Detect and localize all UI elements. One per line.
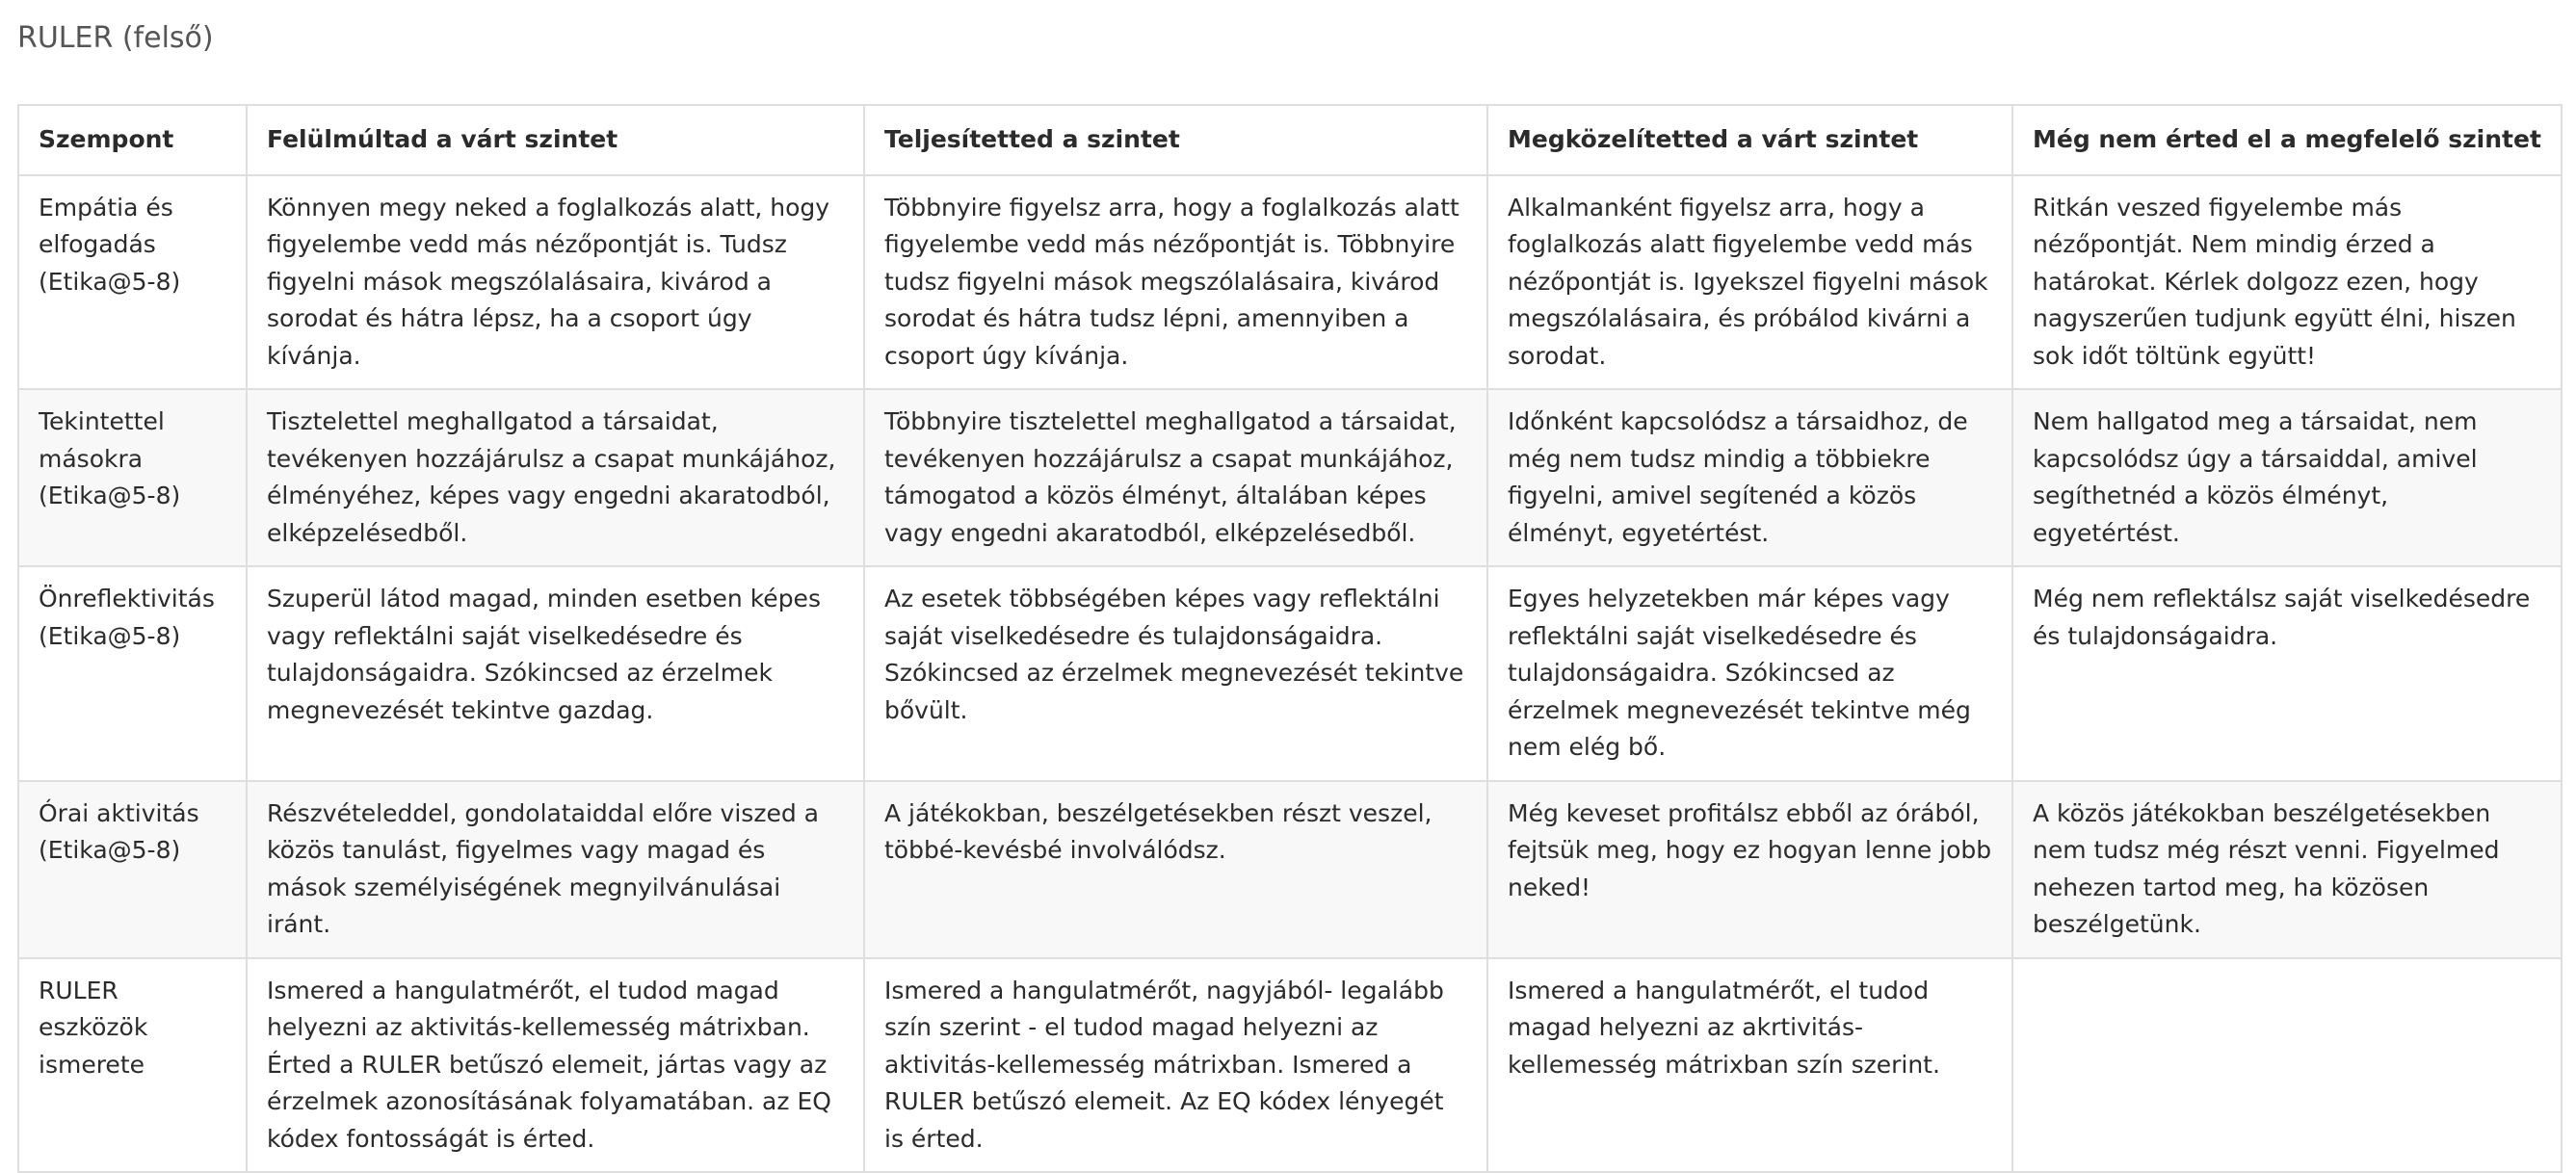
approaching-cell: Még keveset profitálsz ebből az órából, fejtsük meg, hogy ez hogyan lenne jobb neked! xyxy=(1487,781,2012,958)
met-cell: Többnyire tisztelettel meghallgatod a társaidat, tevékenyen hozzájárulsz a csapat munkájához, támogatod a közös élményt, általában képes vagy engedni akaratodból, elképzelésedből. xyxy=(864,389,1487,566)
criterion-cell: Empátia és elfogadás (Etika@5-8) xyxy=(18,175,247,390)
met-cell: Az esetek többségében képes vagy reflektálni saját viselkedésedre és tulajdonságaidra. Szókincsed az érzelmek megnevezését tekintve bővült. xyxy=(864,566,1487,781)
not-yet-cell: Nem hallgatod meg a társaidat, nem kapcsolódsz úgy a társaiddal, amivel segíthetnéd a közös élményt, egyetértést. xyxy=(2012,389,2562,566)
approaching-cell: Alkalmanként figyelsz arra, hogy a foglalkozás alatt figyelembe vedd más nézőpontját is. Igyekszel figyelni mások megszólalásaira, és próbálod kivárni a sorodat. xyxy=(1487,175,2012,390)
table-row xyxy=(18,389,2562,566)
not-yet-cell xyxy=(2012,958,2562,1173)
header-criterion: Szempont xyxy=(18,105,247,175)
met-cell: Többnyire figyelsz arra, hogy a foglalkozás alatt figyelembe vedd más nézőpontját is. Többnyire tudsz figyelni mások megszólalásaira, kivárod sorodat és hátra tudsz lépni, amennyiben a csoport úgy kívánja. xyxy=(864,175,1487,390)
table-row xyxy=(18,175,2562,390)
header-approaching: Megközelítetted a várt szintet xyxy=(1487,105,2012,175)
table-row xyxy=(18,781,2562,958)
exceeded-cell: Könnyen megy neked a foglalkozás alatt, hogy figyelembe vedd más nézőpontját is. Tudsz figyelni mások megszólalásaira, kivárod a sorodat és hátra lépsz, ha a csoport úgy kívánja. xyxy=(247,175,864,390)
rubric-table xyxy=(17,104,2563,1173)
criterion-cell: Órai aktivitás (Etika@5-8) xyxy=(18,781,247,958)
exceeded-cell: Tisztelettel meghallgatod a társaidat, tevékenyen hozzájárulsz a csapat munkájához, élményéhez, képes vagy engedni akaratodból, elképzelésedből. xyxy=(247,389,864,566)
header-row xyxy=(18,105,2562,175)
criterion-cell: Tekintettel másokra (Etika@5-8) xyxy=(18,389,247,566)
exceeded-cell: Ismered a hangulatmérőt, el tudod magad helyezni az aktivitás-kellemesség mátrixban. Érted a RULER betűszó elemeit, jártas vagy az érzelmek azonosításának folyamatában. az EQ kódex fontosságát is érted. xyxy=(247,958,864,1173)
approaching-cell: Időnként kapcsolódsz a társaidhoz, de még nem tudsz mindig a többiekre figyelni, amivel segítenéd a közös élményt, egyetértést. xyxy=(1487,389,2012,566)
exceeded-cell: Szuperül látod magad, minden esetben képes vagy reflektálni saját viselkedésedre és tulajdonságaidra. Szókincsed az érzelmek megnevezését tekintve gazdag. xyxy=(247,566,864,781)
table-row xyxy=(18,566,2562,781)
not-yet-cell: A közös játékokban beszélgetésekben nem tudsz még részt venni. Figyelmed nehezen tartod meg, ha közösen beszélgetünk. xyxy=(2012,781,2562,958)
page-title: RULER (felső) xyxy=(17,21,214,55)
exceeded-cell: Részvételeddel, gondolataiddal előre viszed a közös tanulást, figyelmes vagy magad és mások személyiségének megnyilvánulásai iránt. xyxy=(247,781,864,958)
table-body xyxy=(18,175,2562,1173)
met-cell: Ismered a hangulatmérőt, nagyjából- legalább szín szerint - el tudod magad helyezni az aktivitás-kellemesség mátrixban. Ismered a RULER betűszó elemeit. Az EQ kódex lényegét is érted. xyxy=(864,958,1487,1173)
table-row xyxy=(18,958,2562,1173)
table-header xyxy=(18,105,2562,175)
header-exceeded: Felülmúltad a várt szintet xyxy=(247,105,864,175)
header-not-yet: Még nem érted el a megfelelő szintet xyxy=(2012,105,2562,175)
criterion-cell: Önreflektivitás (Etika@5-8) xyxy=(18,566,247,781)
criterion-cell: RULER eszközök ismerete xyxy=(18,958,247,1173)
not-yet-cell: Még nem reflektálsz saját viselkedésedre és tulajdonságaidra. xyxy=(2012,566,2562,781)
met-cell: A játékokban, beszélgetésekben részt veszel, többé-kevésbé involválódsz. xyxy=(864,781,1487,958)
approaching-cell: Egyes helyzetekben már képes vagy reflektálni saját viselkedésedre és tulajdonságaidra. Szókincsed az érzelmek megnevezését tekintve még nem elég bő. xyxy=(1487,566,2012,781)
not-yet-cell: Ritkán veszed figyelembe más nézőpontját. Nem mindig érzed a határokat. Kérlek dolgozz ezen, hogy nagyszerűen tudjunk együtt élni, hiszen sok időt töltünk együtt! xyxy=(2012,175,2562,390)
approaching-cell: Ismered a hangulatmérőt, el tudod magad helyezni az akrtivitás-kellemesség mátrixban szín szerint. xyxy=(1487,958,2012,1173)
header-met: Teljesítetted a szintet xyxy=(864,105,1487,175)
